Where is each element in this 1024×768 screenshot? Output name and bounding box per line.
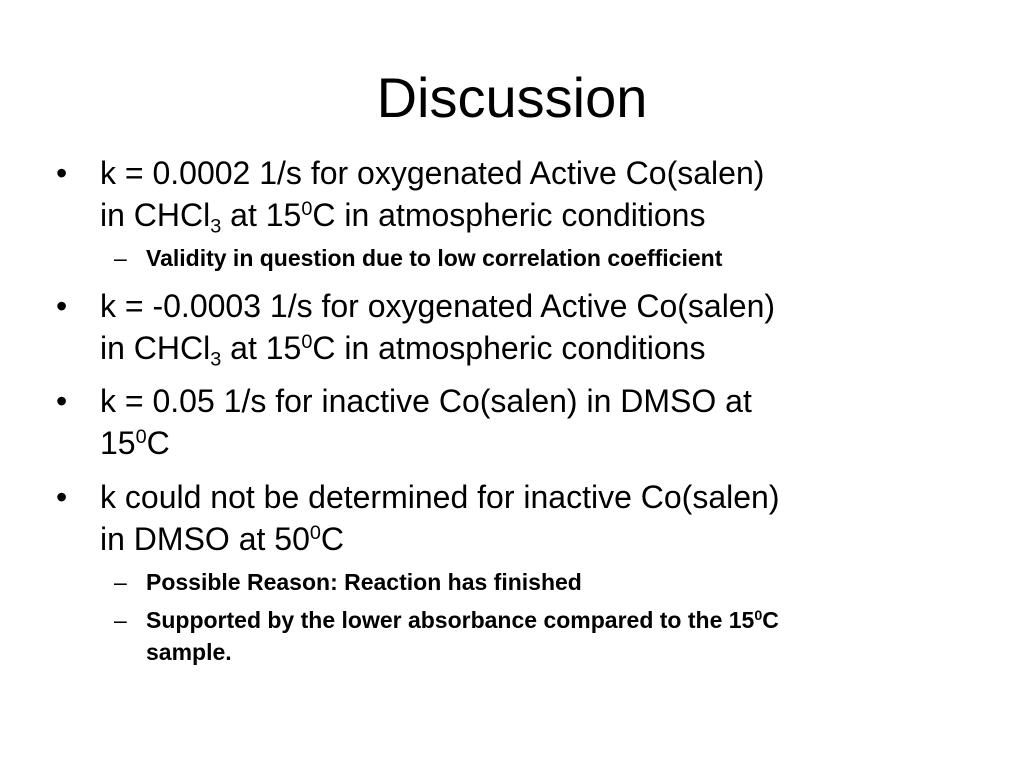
bullet-line: k = 0.0002 1/s for oxygenated Active Co(salen) bbox=[100, 155, 765, 191]
text-segment: Supported by the lower absorbance compared to the 15 bbox=[146, 607, 755, 633]
sub-bullet-text: Possible Reason: Reaction has finished bbox=[146, 569, 582, 595]
superscript: 0 bbox=[301, 198, 313, 221]
superscript: 0 bbox=[309, 522, 321, 545]
bullet-line: k could not be determined for inactive Co(salen) bbox=[100, 479, 780, 515]
bullet-item bbox=[56, 380, 980, 464]
bullet-item bbox=[56, 476, 980, 560]
text-segment: C bbox=[762, 607, 779, 633]
text-segment: in CHCl bbox=[100, 197, 211, 233]
text-segment: C in atmospheric conditions bbox=[312, 197, 706, 233]
sub-bullet-item bbox=[114, 566, 966, 598]
bullet-marker: • bbox=[56, 155, 68, 191]
bullet-marker: • bbox=[56, 383, 68, 419]
text-segment: C bbox=[146, 425, 170, 461]
text-segment: C bbox=[320, 521, 344, 557]
text-segment: in CHCl bbox=[100, 330, 211, 366]
bullet-marker: • bbox=[56, 288, 68, 324]
bullet-line: k = 0.05 1/s for inactive Co(salen) in DMSO at bbox=[100, 383, 752, 419]
superscript: 0 bbox=[135, 426, 147, 449]
text-segment: at 15 bbox=[221, 197, 302, 233]
text-segment: at 15 bbox=[221, 330, 302, 366]
sub-bullet-item bbox=[114, 242, 966, 274]
bullet-item bbox=[56, 152, 980, 238]
sub-bullet-marker: – bbox=[114, 569, 127, 595]
bullet-item bbox=[56, 285, 980, 371]
text-segment: in DMSO at 50 bbox=[100, 521, 310, 557]
sub-bullet-text: Validity in question due to low correlation coefficient bbox=[146, 245, 723, 271]
bullet-line bbox=[100, 518, 980, 560]
superscript: 0 bbox=[301, 331, 313, 354]
text-segment: 15 bbox=[100, 425, 136, 461]
sub-bullet-marker: – bbox=[114, 607, 127, 633]
bullet-line bbox=[100, 422, 980, 464]
bullet-line bbox=[100, 327, 980, 369]
sub-bullet-line: sample. bbox=[146, 639, 232, 665]
superscript: 0 bbox=[754, 608, 763, 625]
subscript: 3 bbox=[210, 348, 222, 371]
text-segment: C in atmospheric conditions bbox=[312, 330, 706, 366]
subscript: 3 bbox=[210, 215, 222, 238]
slide-title: Discussion bbox=[376, 66, 648, 129]
bullet-line bbox=[100, 194, 980, 236]
sub-bullet-marker: – bbox=[114, 245, 127, 271]
bullet-marker: • bbox=[56, 479, 68, 515]
sub-bullet-item bbox=[114, 604, 966, 668]
bullet-line: k = -0.0003 1/s for oxygenated Active Co(salen) bbox=[100, 288, 776, 324]
sub-bullet-line bbox=[146, 604, 966, 636]
